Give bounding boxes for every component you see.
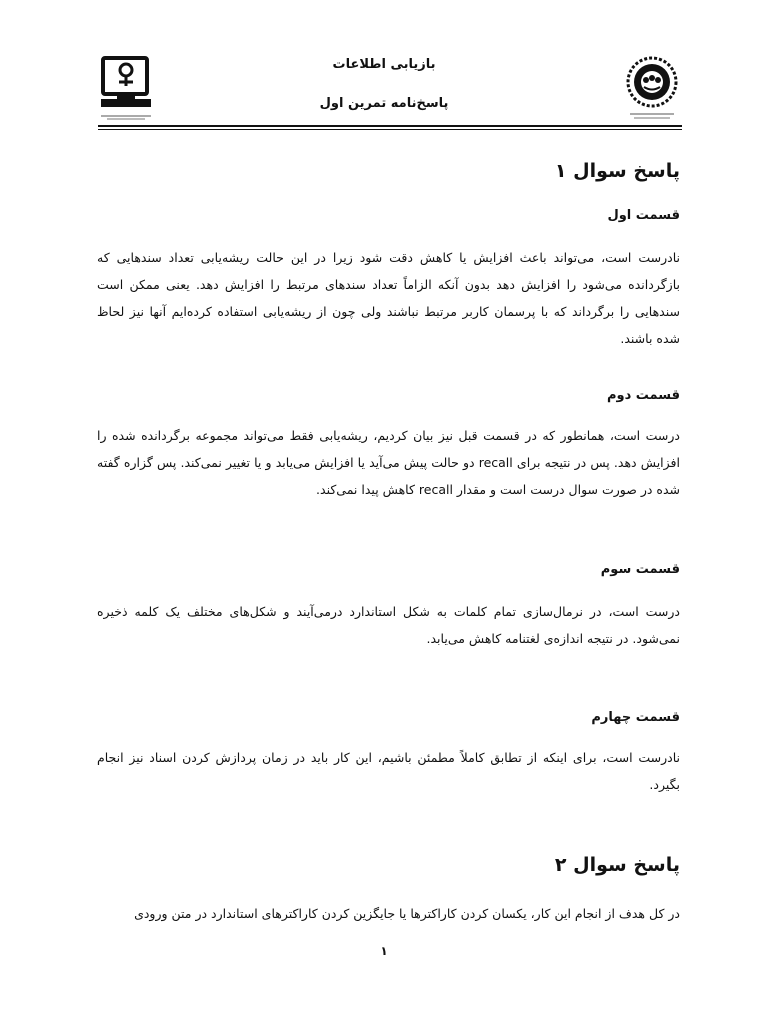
document-title: پاسخ‌نامه تمرین اول — [319, 96, 449, 111]
part-3-title: قسمت سوم — [600, 562, 680, 577]
part-4-title: قسمت چهارم — [591, 710, 680, 725]
section-2-title: پاسخ سوال ۲ — [554, 854, 680, 876]
part-4-text: نادرست است، برای اینکه از تطابق کاملاً مطمئن باشیم، این کار باید در زمان پردازش کردن اسناد نیز انجام بگیرد. — [97, 750, 680, 792]
section-1-title: پاسخ سوال ۱ — [554, 160, 680, 182]
part-3-text: درست است، در نرمال‌سازی تمام کلمات به شکل استاندارد درمی‌آیند و شکل‌های مختلف یک کلمه ذخیره نمی‌شود. در نتیجه اندازه‌ی لغتنامه کاهش می‌یابد. — [97, 604, 680, 646]
header-rule-thin — [98, 129, 682, 130]
university-seal-logo — [622, 52, 682, 124]
header-rule-thick — [98, 125, 682, 127]
part-2-text: درست است، همانطور که در قسمت قبل نیز بیان کردیم، ریشه‌یابی فقط می‌تواند مجموعه برگردانده شده را افزایش دهد. پس در نتیجه برای recall دو حالت پیش می‌آید یا افزایش می‌یابد و یا تغییر نمی‌کند. پس گزاره گفته شده در صورت سوال درست است و مقدار recall کاهش پیدا نمی‌کند. — [97, 428, 680, 497]
part-1-text: نادرست است، می‌تواند باعث افزایش یا کاهش دقت شود زیرا در این حالت ریشه‌یابی تعداد سندهایی که بازگردانده می‌شود را افزایش دهد بدون آنکه الزاماً تعداد سندهای مرتبط را افزایش دهد. یعنی ممکن است سندهایی را برگرداند که با پرسمان کاربر مرتبط نباشند ولی چون از ریشه‌یابی استفاده کرده‌ایم آنها نیز لحاظ شده باشند. — [97, 250, 680, 346]
course-title: بازیابی اطلاعات — [332, 57, 436, 72]
part-2-title: قسمت دوم — [606, 388, 680, 403]
page-number: ۱ — [380, 944, 388, 958]
part-1-title: قسمت اول — [607, 208, 680, 223]
page-header — [0, 0, 768, 135]
section-2-text: در کل هدف از انجام این کار، یکسان کردن کاراکترها یا جایگزین کردن کاراکترهای استاندارد در متن ورودی — [134, 906, 680, 921]
